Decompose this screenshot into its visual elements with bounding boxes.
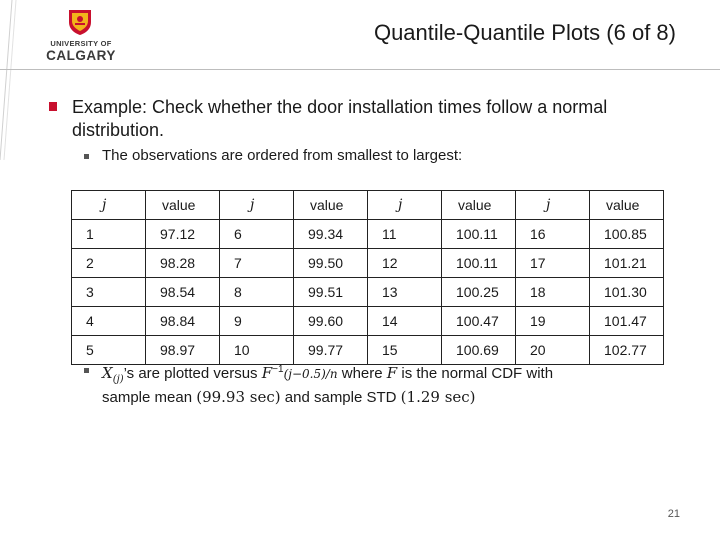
table-cell: 8	[220, 278, 294, 307]
table-cell: 100.69	[442, 336, 516, 365]
table-cell: 98.28	[146, 249, 220, 278]
table-cell: 99.77	[294, 336, 368, 365]
table-cell: 100.47	[442, 307, 516, 336]
x-symbol: X	[102, 364, 113, 382]
table-cell: 17	[516, 249, 590, 278]
table-cell: 99.51	[294, 278, 368, 307]
plotted-versus-text: ’s are plotted versus	[123, 365, 262, 382]
table-cell: 9	[220, 307, 294, 336]
table-cell: 20	[516, 336, 590, 365]
table-row	[72, 220, 664, 249]
bullet-square-icon	[49, 102, 57, 111]
inverse-superscript: −1	[272, 364, 284, 375]
table-cell: 4	[72, 307, 146, 336]
header-cell: value	[590, 191, 664, 220]
table-cell: 98.97	[146, 336, 220, 365]
header-cell: j	[368, 191, 442, 220]
f-symbol-2: F	[386, 364, 398, 382]
table-cell: 100.11	[442, 220, 516, 249]
table-cell: 101.21	[590, 249, 664, 278]
header-cell: value	[294, 191, 368, 220]
bullet-example-text: Example: Check whether the door installation times follow a normal distribution.	[72, 97, 608, 140]
table-row	[72, 307, 664, 336]
table-cell: 19	[516, 307, 590, 336]
table-cell: 1	[72, 220, 146, 249]
table-cell: 10	[220, 336, 294, 365]
header-cell: j	[72, 191, 146, 220]
sub-bullet-icon	[84, 368, 89, 373]
table-cell: 97.12	[146, 220, 220, 249]
header-cell: j	[516, 191, 590, 220]
table-cell: 99.50	[294, 249, 368, 278]
crest-icon	[66, 8, 94, 36]
observations-table	[71, 190, 664, 365]
table-cell: 18	[516, 278, 590, 307]
table-cell: 98.84	[146, 307, 220, 336]
table-cell: 100.85	[590, 220, 664, 249]
table-cell: 2	[72, 249, 146, 278]
normal-cdf-text: is the normal CDF with	[397, 365, 554, 382]
table-cell: 11	[368, 220, 442, 249]
header-cell: value	[146, 191, 220, 220]
logo-university-text: UNIVERSITY OF	[50, 39, 112, 48]
sample-mean-value: (99.93 sec)	[196, 388, 281, 406]
sample-std-label: and sample STD	[280, 389, 401, 406]
table-cell: 16	[516, 220, 590, 249]
table-cell: 15	[368, 336, 442, 365]
table-row	[72, 249, 664, 278]
table-header-row	[72, 191, 664, 220]
sub-bullet-icon	[84, 154, 89, 159]
table-cell: 99.60	[294, 307, 368, 336]
table-cell: 101.47	[590, 307, 664, 336]
f-symbol: F	[261, 364, 273, 382]
bullet-sample-text	[102, 388, 476, 406]
fraction-text: (j−0.5)/n	[283, 367, 338, 381]
table-cell: 7	[220, 249, 294, 278]
table-cell: 5	[72, 336, 146, 365]
table-cell: 99.34	[294, 220, 368, 249]
table-cell: 14	[368, 307, 442, 336]
header-cell: value	[442, 191, 516, 220]
slide-title: Quantile-Quantile Plots (6 of 8)	[373, 20, 676, 45]
sample-std-value: (1.29 sec)	[400, 388, 476, 406]
title-divider	[0, 69, 720, 70]
table-row	[72, 278, 664, 307]
sample-mean-label: sample mean	[102, 389, 197, 406]
university-logo	[44, 8, 118, 64]
logo-calgary-text: CALGARY	[46, 48, 116, 63]
table-cell: 12	[368, 249, 442, 278]
where-text: where	[337, 365, 387, 382]
table-cell: 13	[368, 278, 442, 307]
table-cell: 6	[220, 220, 294, 249]
table-cell: 98.54	[146, 278, 220, 307]
x-subscript: (j)	[112, 374, 124, 385]
table-cell: 3	[72, 278, 146, 307]
page-number: 21	[667, 508, 680, 520]
table-cell: 100.11	[442, 249, 516, 278]
table-cell: 102.77	[590, 336, 664, 365]
bullet-ordered-text: The observations are ordered from smallest to largest:	[102, 147, 463, 164]
bullet-plotted-text	[102, 360, 553, 389]
header-cell: j	[220, 191, 294, 220]
table-cell: 100.25	[442, 278, 516, 307]
corner-decoration	[0, 0, 20, 160]
table-cell: 101.30	[590, 278, 664, 307]
